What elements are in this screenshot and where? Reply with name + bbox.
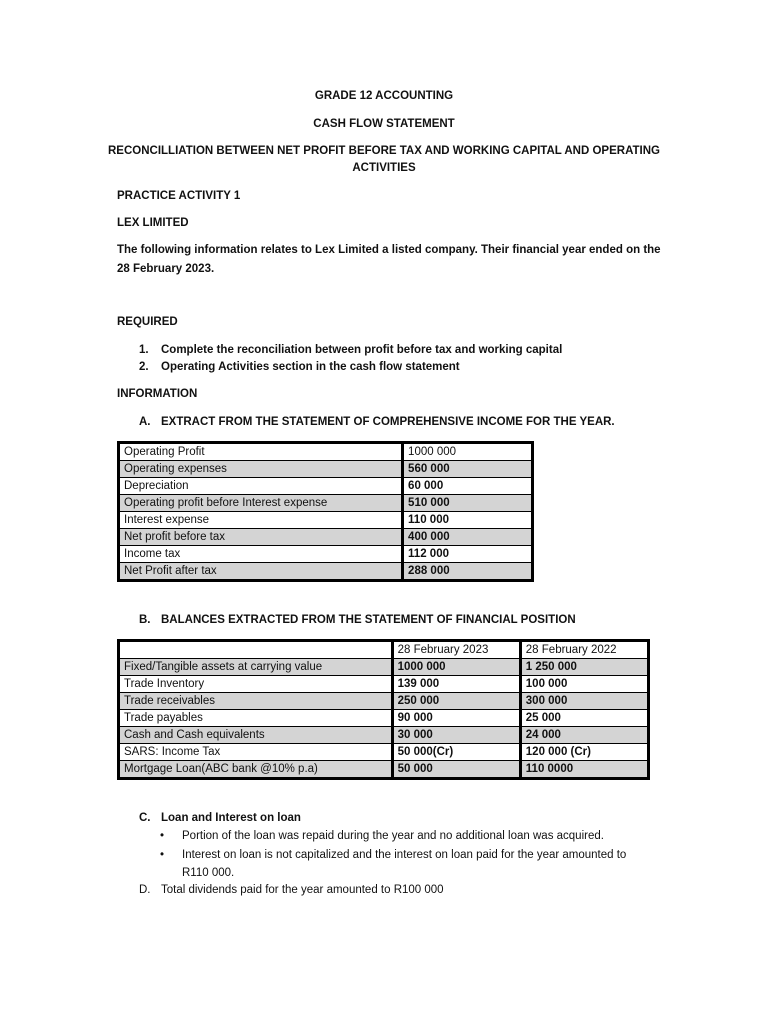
- section-b-heading: [139, 611, 576, 629]
- income-item: Net profit before tax: [119, 529, 403, 546]
- section-b-label: B.: [139, 614, 151, 626]
- income-value: 60 000: [403, 478, 533, 495]
- balance-2023: 50 000: [392, 761, 520, 779]
- table-row: [119, 676, 649, 693]
- balance-2023: 30 000: [392, 727, 520, 744]
- section-c-title: Loan and Interest on loan: [161, 812, 301, 824]
- section-c-label: C.: [139, 812, 151, 824]
- income-item: Income tax: [119, 546, 403, 563]
- section-c-heading: [139, 809, 301, 827]
- table-row: [119, 659, 649, 676]
- column-header-2023: 28 February 2023: [392, 641, 520, 659]
- required-item-2: [139, 358, 460, 376]
- section-c-bullet-2: [160, 846, 626, 864]
- section-d-label: D.: [139, 884, 151, 896]
- balance-item: SARS: Income Tax: [119, 744, 393, 761]
- required-heading: REQUIRED: [117, 316, 178, 328]
- income-item: Net Profit after tax: [119, 563, 403, 581]
- balance-2022: 25 000: [520, 710, 648, 727]
- column-header-item: [119, 641, 393, 659]
- balance-item: Trade Inventory: [119, 676, 393, 693]
- table-row: [119, 495, 533, 512]
- section-a-heading: [139, 413, 615, 431]
- balance-2023: 139 000: [392, 676, 520, 693]
- table-row: [119, 478, 533, 495]
- table-row: [119, 512, 533, 529]
- balance-item: Mortgage Loan(ABC bank @10% p.a): [119, 761, 393, 779]
- section-a-label: A.: [139, 416, 151, 428]
- table-row: [119, 461, 533, 478]
- balance-2022: 24 000: [520, 727, 648, 744]
- balance-2023: 1000 000: [392, 659, 520, 676]
- section-a-title: EXTRACT FROM THE STATEMENT OF COMPREHENSIVE INCOME FOR THE YEAR.: [161, 416, 615, 428]
- balance-2022: 100 000: [520, 676, 648, 693]
- required-item-1-text: Complete the reconciliation between profit before tax and working capital: [161, 344, 563, 356]
- company-name: LEX LIMITED: [117, 217, 189, 229]
- table-row: [119, 529, 533, 546]
- table-header-row: [119, 641, 649, 659]
- doc-title-topic: CASH FLOW STATEMENT: [313, 118, 455, 130]
- section-c-bullet-1: [160, 827, 604, 845]
- table-row: [119, 744, 649, 761]
- financial-position-table: [117, 639, 650, 780]
- balance-2022: 120 000 (Cr): [520, 744, 648, 761]
- intro-text-line2: 28 February 2023.: [117, 263, 215, 275]
- practice-activity-heading: PRACTICE ACTIVITY 1: [117, 190, 241, 202]
- required-item-1-number: 1.: [139, 344, 149, 356]
- section-b-title: BALANCES EXTRACTED FROM THE STATEMENT OF FINANCIAL POSITION: [161, 614, 576, 626]
- income-value: 288 000: [403, 563, 533, 581]
- bullet-text: Interest on loan is not capitalized and the interest on loan paid for the year amounted to: [182, 849, 627, 861]
- balance-2022: 300 000: [520, 693, 648, 710]
- column-header-2022: 28 February 2022: [520, 641, 648, 659]
- required-item-2-number: 2.: [139, 361, 149, 373]
- section-c-bullet-2-continuation: R110 000.: [182, 867, 235, 879]
- income-item: Operating Profit: [119, 443, 403, 461]
- table-row: [119, 727, 649, 744]
- balance-2023: 90 000: [392, 710, 520, 727]
- income-value: 110 000: [403, 512, 533, 529]
- balance-2022: 1 250 000: [520, 659, 648, 676]
- balance-item: Fixed/Tangible assets at carrying value: [119, 659, 393, 676]
- balance-item: Trade payables: [119, 710, 393, 727]
- bullet-icon: •: [160, 849, 165, 861]
- doc-title-grade: GRADE 12 ACCOUNTING: [314, 90, 454, 102]
- required-item-1: [139, 341, 562, 359]
- balance-item: Trade receivables: [119, 693, 393, 710]
- income-item: Interest expense: [119, 512, 403, 529]
- doc-title-subtopic-line2: ACTIVITIES: [352, 162, 416, 174]
- table-row: [119, 563, 533, 581]
- table-row: [119, 443, 533, 461]
- bullet-icon: •: [160, 830, 165, 842]
- balance-2023: 250 000: [392, 693, 520, 710]
- income-item: Depreciation: [119, 478, 403, 495]
- bullet-text: Portion of the loan was repaid during the year and no additional loan was acquired.: [182, 830, 604, 842]
- table-row: [119, 710, 649, 727]
- intro-text-line1: The following information relates to Lex Limited a listed company. Their financial year ended on the: [117, 244, 661, 256]
- table-row: [119, 693, 649, 710]
- income-statement-table: [117, 441, 534, 582]
- balance-2022: 110 0000: [520, 761, 648, 779]
- section-d-text: Total dividends paid for the year amounted to R100 000: [161, 884, 444, 896]
- section-d: [139, 881, 444, 899]
- doc-title-subtopic-line1: RECONCILLIATION BETWEEN NET PROFIT BEFORE TAX AND WORKING CAPITAL AND OPERATING: [108, 145, 660, 157]
- table-row: [119, 546, 533, 563]
- income-value: 560 000: [403, 461, 533, 478]
- information-heading: INFORMATION: [117, 388, 198, 400]
- balance-item: Cash and Cash equivalents: [119, 727, 393, 744]
- income-item: Operating profit before Interest expense: [119, 495, 403, 512]
- balance-2023: 50 000(Cr): [392, 744, 520, 761]
- income-value: 112 000: [403, 546, 533, 563]
- income-value: 400 000: [403, 529, 533, 546]
- income-value: 510 000: [403, 495, 533, 512]
- income-item: Operating expenses: [119, 461, 403, 478]
- income-value: 1000 000: [403, 443, 533, 461]
- required-item-2-text: Operating Activities section in the cash flow statement: [161, 361, 460, 373]
- table-row: [119, 761, 649, 779]
